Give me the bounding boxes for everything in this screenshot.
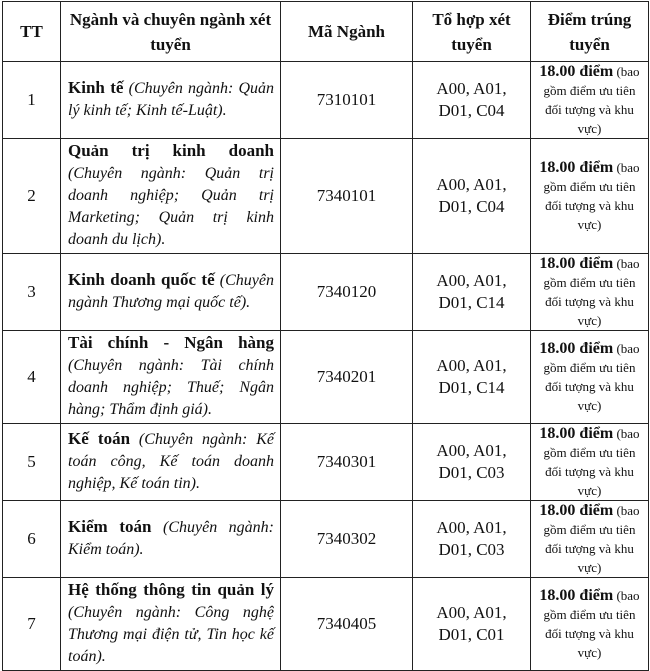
major-code: 7340201 xyxy=(281,331,413,424)
major-cell xyxy=(61,139,281,254)
major-name: Kiểm toán xyxy=(68,517,152,536)
major-code: 7340101 xyxy=(281,139,413,254)
score-value: 18.00 điểm xyxy=(539,340,614,357)
combo-line: D01, C01 xyxy=(438,625,505,644)
admission-score xyxy=(531,254,649,331)
header-combo: Tổ hợp xét tuyển xyxy=(413,2,531,62)
combo-line: A00, A01, xyxy=(436,271,507,290)
major-cell xyxy=(61,501,281,578)
table-header-row xyxy=(3,2,649,62)
admission-score xyxy=(531,139,649,254)
score-note: (bao gồm điểm ưu tiên đối tượng và khu vực) xyxy=(543,341,640,413)
score-value: 18.00 điểm xyxy=(539,159,614,176)
score-note: (bao gồm điểm ưu tiên đối tượng và khu vực) xyxy=(543,503,640,575)
major-name: Kinh tế xyxy=(68,78,124,97)
major-code: 7340120 xyxy=(281,254,413,331)
major-name: Kinh doanh quốc tế xyxy=(68,270,215,289)
major-cell xyxy=(61,62,281,139)
admission-score xyxy=(531,331,649,424)
table-row xyxy=(3,331,649,424)
combo-line: D01, C03 xyxy=(438,463,505,482)
specialization-text: (Chuyên ngành: Tài chính doanh nghiệp; Thuế; Ngân hàng; Thẩm định giá). xyxy=(68,357,274,418)
combo-line: D01, C14 xyxy=(438,378,505,397)
combo-line: A00, A01, xyxy=(436,441,507,460)
score-note: (bao gồm điểm ưu tiên đối tượng và khu vực) xyxy=(543,588,640,660)
row-number: 1 xyxy=(3,62,61,139)
subject-combo xyxy=(413,578,531,671)
table-row xyxy=(3,62,649,139)
table-row xyxy=(3,424,649,501)
combo-line: A00, A01, xyxy=(436,79,507,98)
row-number: 6 xyxy=(3,501,61,578)
subject-combo xyxy=(413,139,531,254)
combo-line: D01, C04 xyxy=(438,101,505,120)
score-value: 18.00 điểm xyxy=(539,255,614,272)
combo-line: D01, C14 xyxy=(438,293,505,312)
subject-combo xyxy=(413,62,531,139)
subject-combo xyxy=(413,254,531,331)
admission-scores-table xyxy=(2,1,649,671)
major-cell xyxy=(61,331,281,424)
header-code: Mã Ngành xyxy=(281,2,413,62)
specialization-text: (Chuyên ngành: Kế toán công, Kế toán doanh nghiệp, Kế toán tin). xyxy=(68,431,274,492)
score-note: (bao gồm điểm ưu tiên đối tượng và khu vực) xyxy=(543,256,640,328)
major-name: Tài chính - Ngân hàng xyxy=(68,333,274,352)
combo-line: A00, A01, xyxy=(436,175,507,194)
combo-line: A00, A01, xyxy=(436,518,507,537)
specialization-text: (Chuyên ngành Thương mại quốc tế). xyxy=(68,272,274,311)
score-note: (bao gồm điểm ưu tiên đối tượng và khu vực) xyxy=(543,426,640,498)
major-code: 7340405 xyxy=(281,578,413,671)
table-row xyxy=(3,254,649,331)
admission-score xyxy=(531,62,649,139)
major-code: 7310101 xyxy=(281,62,413,139)
major-cell xyxy=(61,254,281,331)
row-number: 5 xyxy=(3,424,61,501)
major-cell xyxy=(61,578,281,671)
score-value: 18.00 điểm xyxy=(539,502,614,519)
specialization-text: (Chuyên ngành: Công nghệ Thương mại điện tử, Tin học kế toán). xyxy=(68,604,274,665)
score-value: 18.00 điểm xyxy=(539,587,614,604)
score-value: 18.00 điểm xyxy=(539,63,614,80)
combo-line: A00, A01, xyxy=(436,603,507,622)
specialization-text: (Chuyên ngành: Quản lý kinh tế; Kinh tế-Luật). xyxy=(68,80,275,119)
major-name: Quản trị kinh doanh xyxy=(68,141,274,160)
major-name: Hệ thống thông tin quản lý xyxy=(68,580,274,599)
row-number: 4 xyxy=(3,331,61,424)
major-code: 7340302 xyxy=(281,501,413,578)
admission-score xyxy=(531,424,649,501)
major-cell xyxy=(61,424,281,501)
header-major: Ngành và chuyên ngành xét tuyển xyxy=(61,2,281,62)
row-number: 3 xyxy=(3,254,61,331)
subject-combo xyxy=(413,331,531,424)
row-number: 7 xyxy=(3,578,61,671)
specialization-text: (Chuyên ngành: Kiểm toán). xyxy=(68,519,274,558)
subject-combo xyxy=(413,424,531,501)
admission-score xyxy=(531,578,649,671)
header-tt: TT xyxy=(3,2,61,62)
table-row xyxy=(3,501,649,578)
specialization-text: (Chuyên ngành: Quản trị doanh nghiệp; Quản trị Marketing; Quản trị kinh doanh du lịch). xyxy=(68,165,274,248)
admission-score xyxy=(531,501,649,578)
score-note: (bao gồm điểm ưu tiên đối tượng và khu vực) xyxy=(543,160,640,232)
score-value: 18.00 điểm xyxy=(539,425,614,442)
combo-line: D01, C04 xyxy=(438,197,505,216)
table-row xyxy=(3,139,649,254)
major-name: Kế toán xyxy=(68,429,131,448)
score-note: (bao gồm điểm ưu tiên đối tượng và khu vực) xyxy=(543,64,640,136)
table-row xyxy=(3,578,649,671)
header-score: Điểm trúng tuyển xyxy=(531,2,649,62)
combo-line: A00, A01, xyxy=(436,356,507,375)
subject-combo xyxy=(413,501,531,578)
row-number: 2 xyxy=(3,139,61,254)
combo-line: D01, C03 xyxy=(438,540,505,559)
major-code: 7340301 xyxy=(281,424,413,501)
